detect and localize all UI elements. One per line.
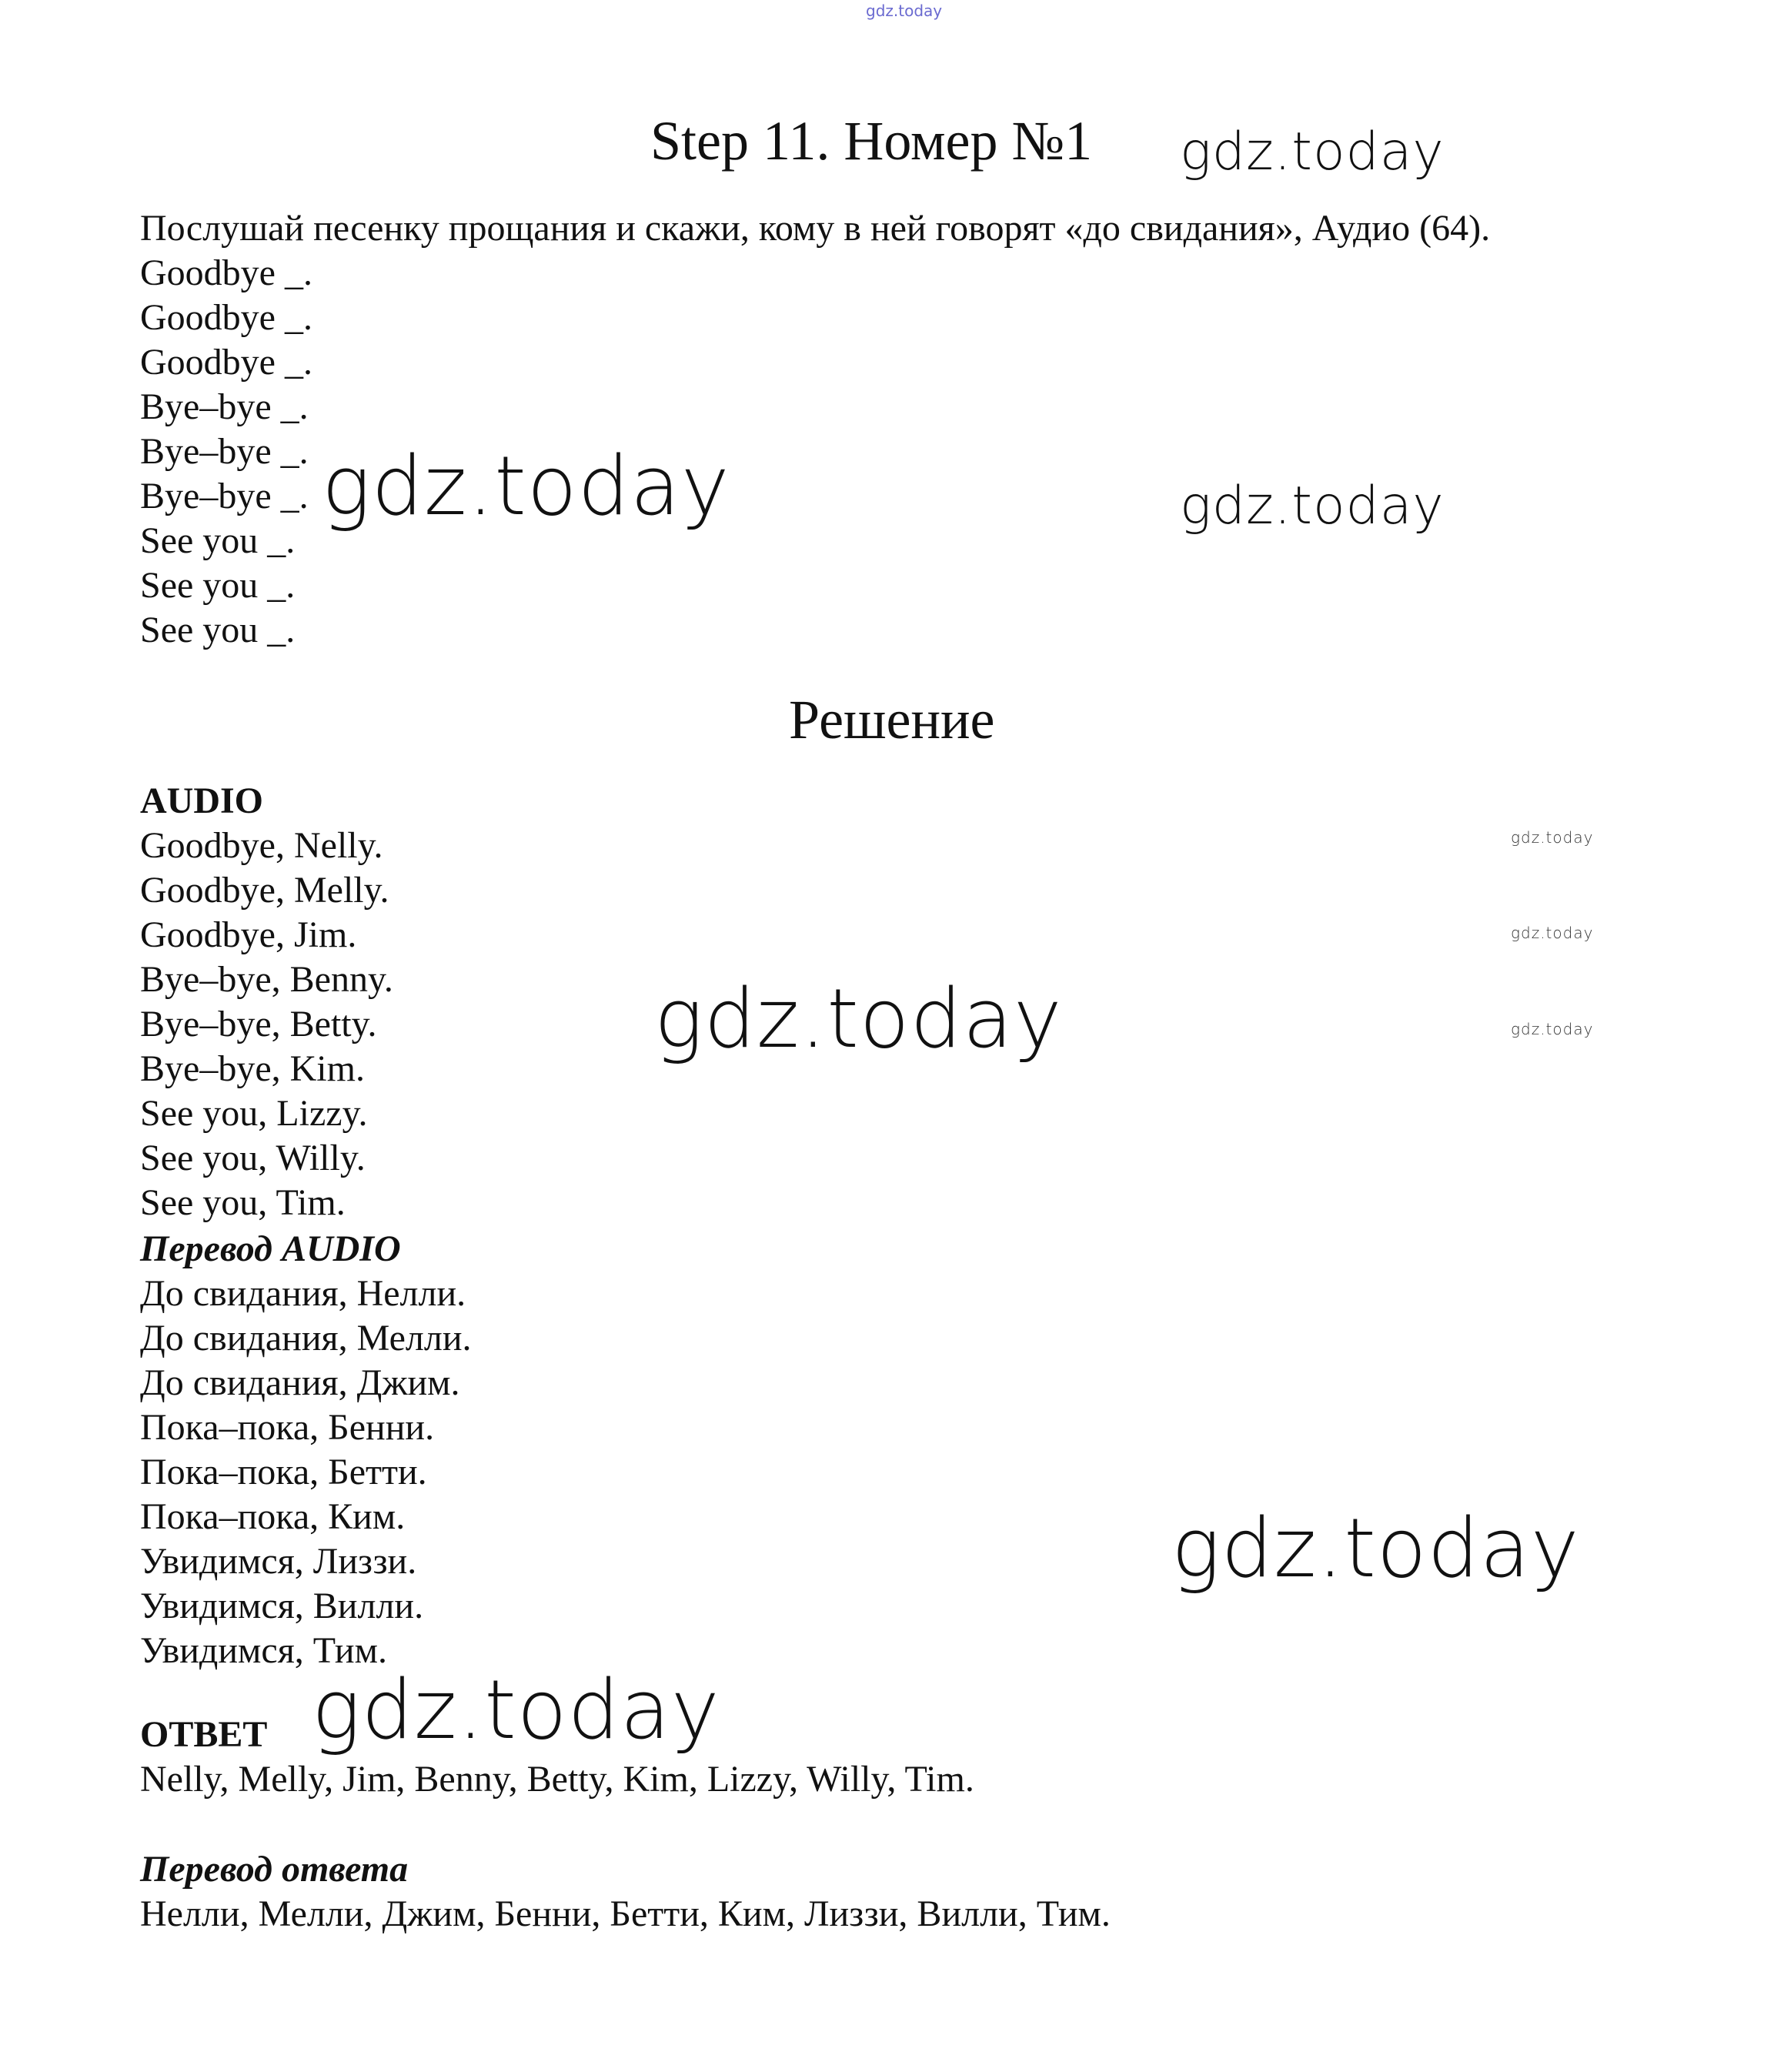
translation-line: До свидания, Нелли. bbox=[140, 1273, 466, 1314]
answer-heading: ОТВЕТ bbox=[140, 1714, 268, 1755]
song-line: See you _. bbox=[140, 610, 296, 650]
solution-heading: Решение bbox=[789, 689, 995, 750]
translation-line: До свидания, Мелли. bbox=[140, 1318, 472, 1358]
audio-line: See you, Tim. bbox=[140, 1182, 346, 1223]
translation-line: Увидимся, Вилли. bbox=[140, 1586, 424, 1626]
translation-line: Пока–пока, Бетти. bbox=[140, 1452, 427, 1492]
audio-line: Bye–bye, Betty. bbox=[140, 1004, 377, 1044]
song-lines bbox=[140, 251, 312, 653]
answer-translation-text: Нелли, Мелли, Джим, Бенни, Бетти, Ким, Лиззи, Вилли, Тим. bbox=[140, 1893, 1111, 1934]
translation-line: Пока–пока, Ким. bbox=[140, 1496, 406, 1537]
audio-line: See you, Willy. bbox=[140, 1138, 366, 1178]
song-line: Goodbye _. bbox=[140, 297, 312, 338]
watermark: gdz.today bbox=[1511, 924, 1594, 942]
watermark: gdz.today bbox=[1511, 1020, 1594, 1038]
song-line: Bye–bye _. bbox=[140, 386, 309, 427]
audio-line: Bye–bye, Benny. bbox=[140, 959, 393, 1000]
watermark-top: gdz.today bbox=[866, 2, 943, 20]
answer-text: Nelly, Melly, Jim, Benny, Betty, Kim, Lizzy, Willy, Tim. bbox=[140, 1759, 974, 1800]
audio-line: Bye–bye, Kim. bbox=[140, 1048, 365, 1089]
translation-lines bbox=[140, 1272, 472, 1673]
song-line: Goodbye _. bbox=[140, 252, 312, 293]
song-line: Bye–bye _. bbox=[140, 431, 309, 472]
translation-heading: Перевод AUDIO bbox=[140, 1228, 401, 1269]
audio-line: See you, Lizzy. bbox=[140, 1093, 368, 1134]
watermark: gdz.today bbox=[1171, 1501, 1580, 1596]
song-line: Bye–bye _. bbox=[140, 476, 309, 516]
audio-line: Goodbye, Nelly. bbox=[140, 825, 383, 866]
translation-line: До свидания, Джим. bbox=[140, 1362, 460, 1403]
translation-line: Увидимся, Тим. bbox=[140, 1630, 387, 1671]
audio-heading: AUDIO bbox=[140, 780, 264, 821]
task-text: Послушай песенку прощания и скажи, кому в ней говорят «до свидания», Аудио (64). bbox=[140, 208, 1491, 249]
watermark: gdz.today bbox=[1180, 476, 1445, 536]
audio-line: Goodbye, Jim. bbox=[140, 914, 357, 955]
song-line: See you _. bbox=[140, 565, 296, 606]
song-line: Goodbye _. bbox=[140, 342, 312, 383]
translation-line: Увидимся, Лиззи. bbox=[140, 1541, 417, 1582]
watermark: gdz.today bbox=[1180, 122, 1445, 182]
answer-translation-heading: Перевод ответа bbox=[140, 1849, 409, 1890]
watermark: gdz.today bbox=[654, 971, 1063, 1066]
watermark: gdz.today bbox=[312, 1663, 720, 1757]
song-line: See you _. bbox=[140, 520, 296, 561]
audio-line: Goodbye, Melly. bbox=[140, 870, 389, 911]
watermark: gdz.today bbox=[1511, 828, 1594, 847]
translation-line: Пока–пока, Бенни. bbox=[140, 1407, 435, 1448]
watermark: gdz.today bbox=[322, 439, 730, 533]
audio-lines bbox=[140, 824, 393, 1225]
page-title: Step 11. Номер №1 bbox=[650, 110, 1093, 172]
